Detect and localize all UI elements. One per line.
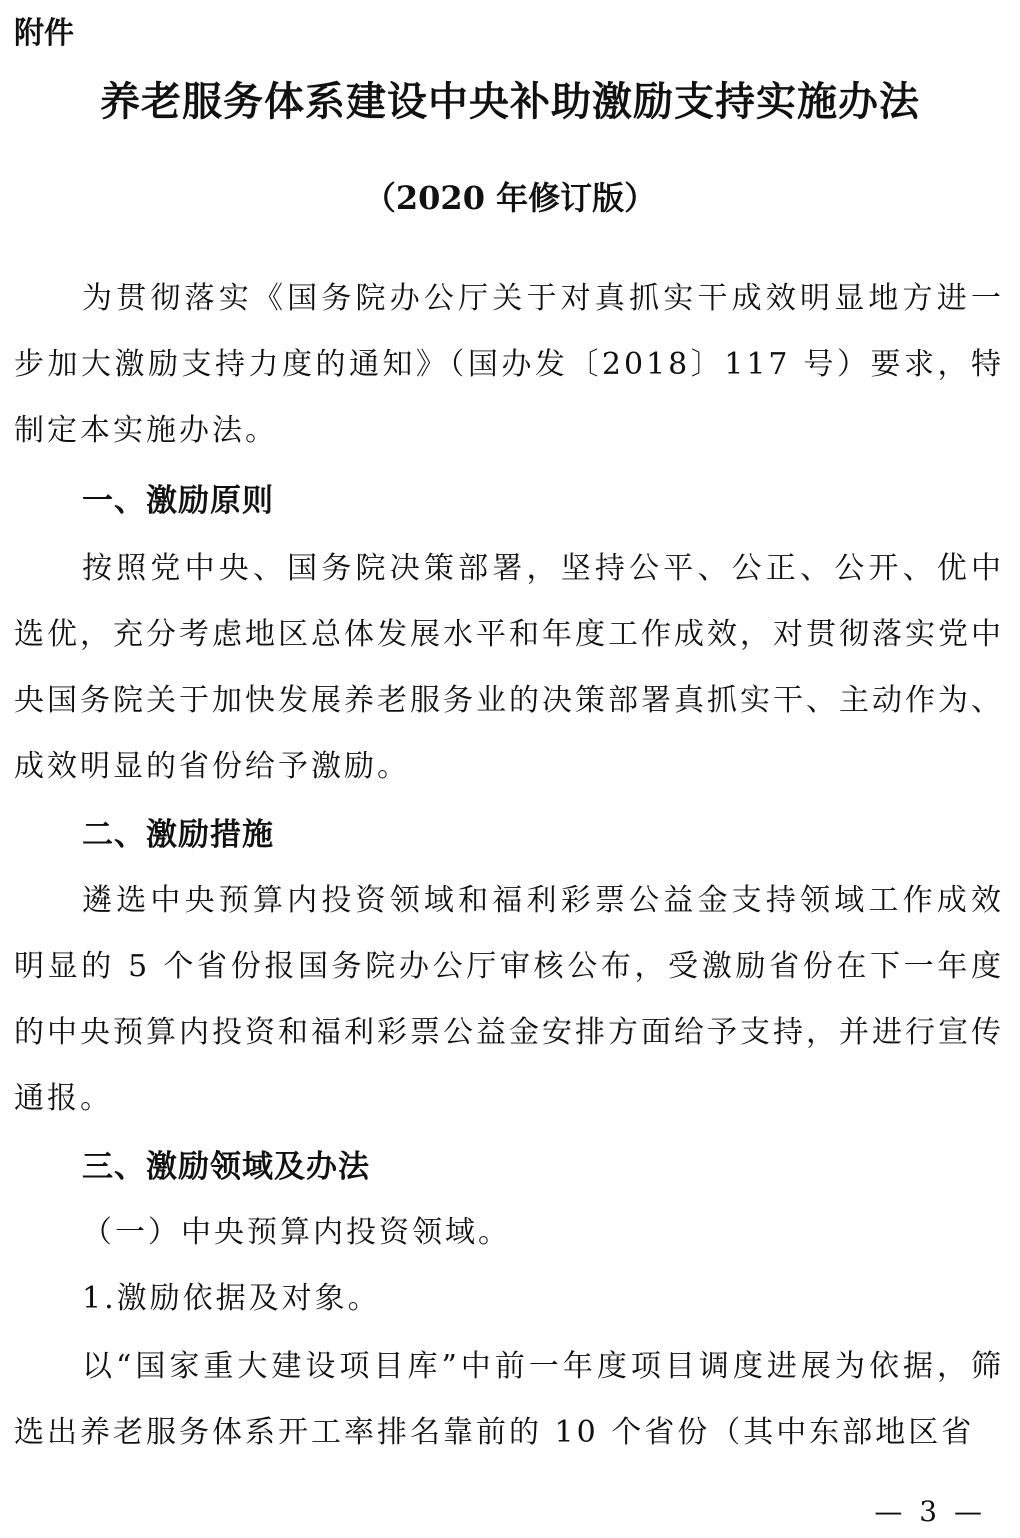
attachment-label: 附件 (14, 16, 74, 51)
sub-heading-basis-and-targets: 1.激励依据及对象。 (82, 1281, 381, 1316)
section-heading-principles: 一、激励原则 (82, 483, 274, 519)
document-subtitle: （2020 年修订版） (363, 179, 657, 217)
intro-paragraph: 为贯彻落实《国务院办公厅关于对真抓实干成效明显地方进一步加大激励支持力度的通知》（国办发〔2018〕117 号）要求，特制定本实施办法。 (14, 281, 1004, 448)
basis-paragraph: 以“国家重大建设项目库”中前一年度项目调度进展为依据，筛选出养老服务体系开工率排名靠前的 10 个省份（其中东部地区省 (14, 1349, 1004, 1450)
principles-paragraph: 按照党中央、国务院决策部署，坚持公平、公正、公开、优中选优，充分考虑地区总体发展水平和年度工作成效，对贯彻落实党中央国务院关于加快发展养老服务业的决策部署真抓实干、主动作为、成效明显的省份给予激励。 (14, 551, 1004, 784)
section-heading-fields: 三、激励领域及办法 (82, 1149, 370, 1185)
page-number: — 3 — (874, 1495, 986, 1528)
document-title: 养老服务体系建设中央补助激励支持实施办法 (100, 78, 920, 125)
section-heading-measures: 二、激励措施 (82, 817, 274, 853)
measures-paragraph: 遴选中央预算内投资领域和福利彩票公益金支持领域工作成效明显的 5 个省份报国务院办公厅审核公布，受激励省份在下一年度的中央预算内投资和福利彩票公益金安排方面给予支持，并进行宣传通报。 (14, 883, 1004, 1116)
sub-heading-budget-investment: （一）中央预算内投资领域。 (82, 1215, 511, 1250)
